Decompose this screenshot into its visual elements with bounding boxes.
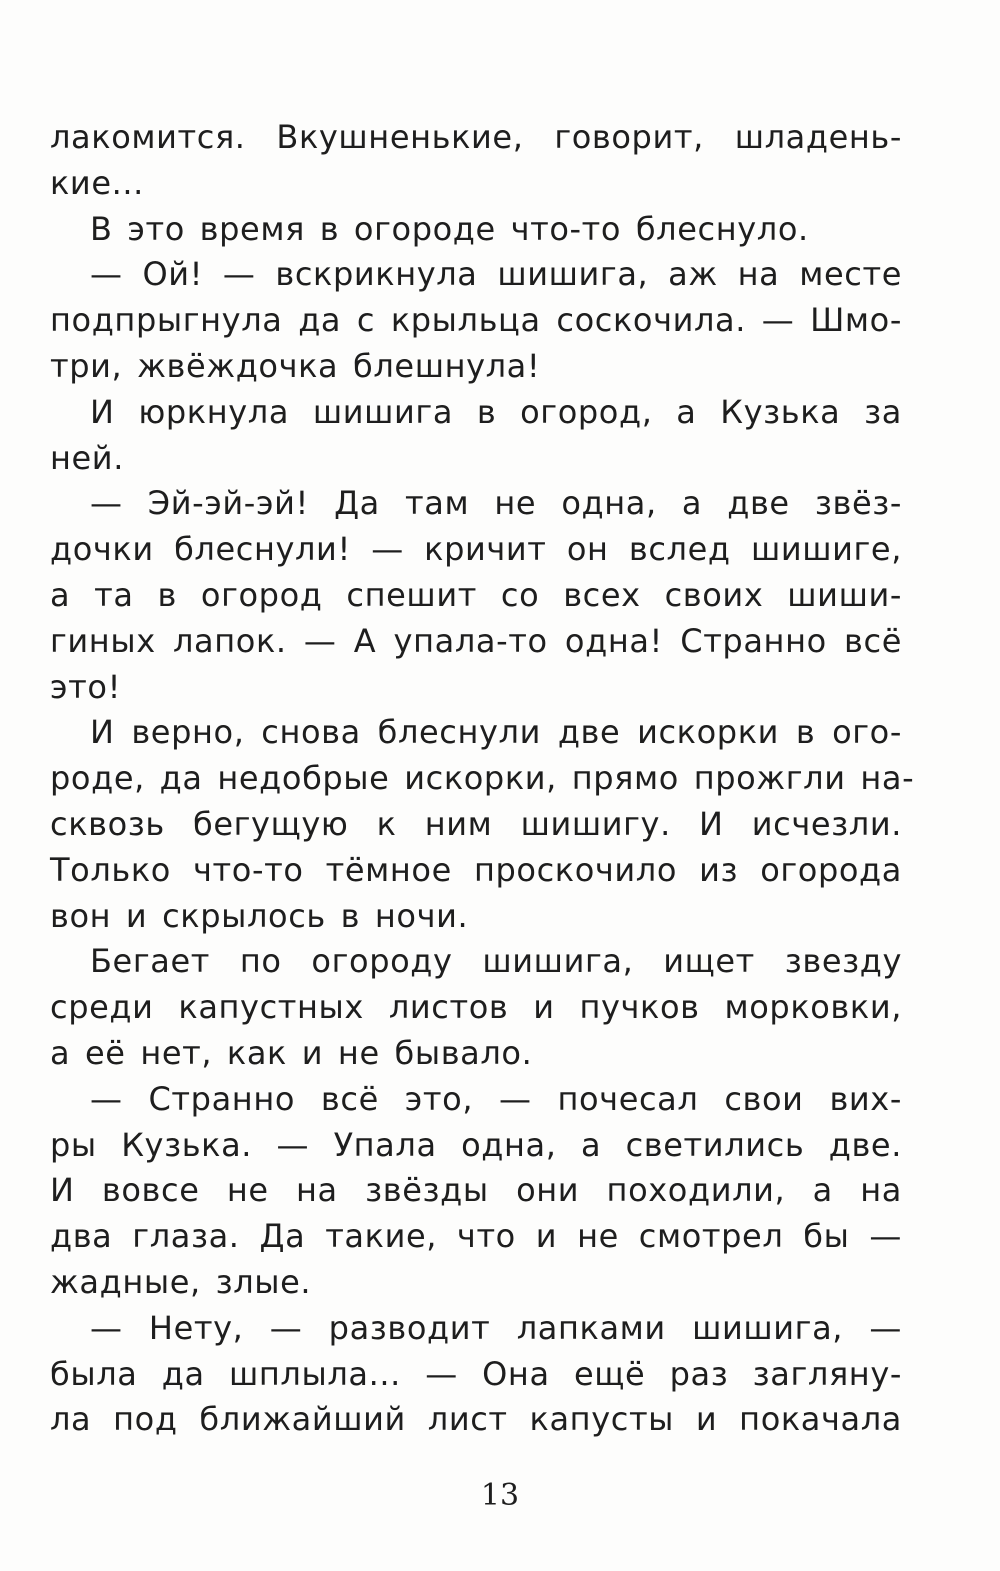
text-line: подпрыгнула да с крыльца соскочила. — Шмо-	[50, 301, 902, 340]
text-line: три, жвёждочка блешнула!	[50, 346, 541, 385]
text-line: среди капустных листов и пучков морковки,	[50, 988, 902, 1027]
body-text	[50, 115, 915, 1443]
text-line: — Эй-эй-эй! Да там не одна, а две звёз-	[90, 484, 902, 523]
text-line: В это время в огороде что-то блеснуло.	[90, 209, 809, 248]
text-line: ры Кузька. — Упала одна, а светились две.	[50, 1125, 902, 1164]
page-number: 13	[480, 1478, 520, 1513]
text-line: сквозь бегущую к ним шишигу. И исчезли.	[50, 804, 902, 843]
text-line: кие...	[50, 163, 144, 202]
text-line: два глаза. Да такие, что и не смотрел бы —	[50, 1217, 902, 1256]
text-line: ней.	[50, 438, 124, 477]
text-line: гиных лапок. — А упала-то одна! Странно всё	[50, 621, 902, 660]
text-line: — Ой! — вскрикнула шишига, аж на месте	[90, 255, 902, 294]
text-line: а та в огород спешит со всех своих шиши-	[50, 575, 902, 614]
text-line: жадные, злые.	[50, 1262, 312, 1301]
text-line: это!	[50, 667, 122, 706]
text-line: Бегает по огороду шишига, ищет звезду	[90, 942, 902, 981]
text-line: И юркнула шишига в огород, а Кузька за	[90, 392, 902, 431]
text-line: роде, да недобрые искорки, прямо прожгли на-	[50, 759, 915, 798]
text-line: была да шплыла... — Она ещё раз загляну-	[50, 1354, 902, 1393]
text-line: И верно, снова блеснули две искорки в ого-	[90, 713, 902, 752]
text-line: вон и скрылось в ночи.	[50, 896, 469, 935]
text-line: Только что-то тёмное проскочило из огорода	[50, 850, 902, 889]
text-line: ла под ближайший лист капусты и покачала	[50, 1400, 902, 1439]
text-line: а её нет, как и не бывало.	[50, 1033, 533, 1072]
text-line: — Нету, — разводит лапками шишига, —	[90, 1308, 902, 1347]
text-line: И вовсе не на звёзды они походили, а на	[50, 1171, 902, 1210]
text-line: лакомится. Вкушненькие, говорит, шладень-	[50, 118, 902, 156]
text-line: дочки блеснули! — кричит он вслед шишиге,	[50, 530, 902, 569]
text-line: — Странно всё это, — почесал свои вих-	[90, 1079, 902, 1118]
